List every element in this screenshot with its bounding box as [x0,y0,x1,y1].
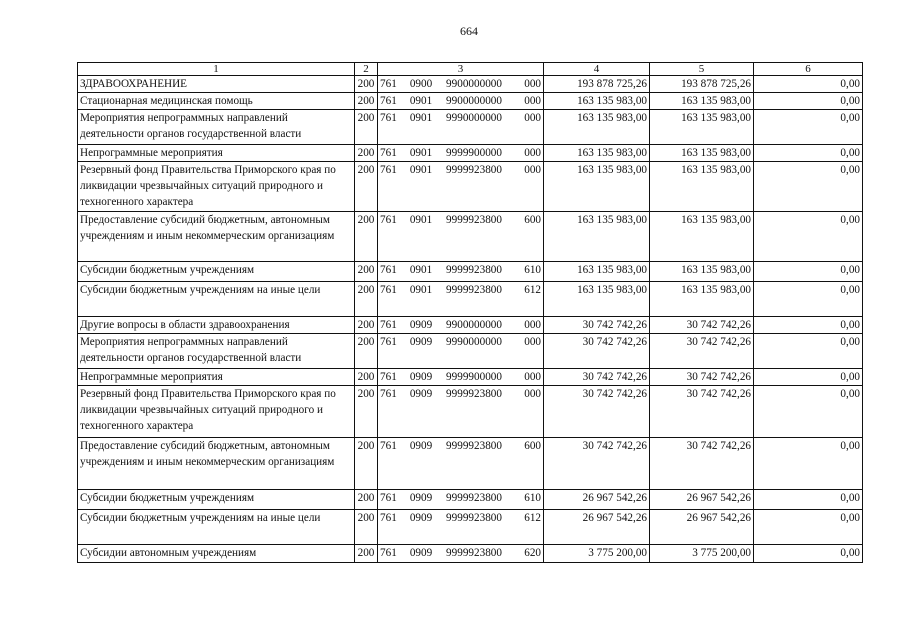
row-value-4: 193 878 725,26 [544,76,650,93]
row-value-6: 0,00 [754,262,863,282]
row-value-4: 30 742 742,26 [544,386,650,438]
row-grbs: 200 [355,145,378,162]
table-row [78,317,863,334]
row-code-type: 000 [524,371,541,383]
row-value-6: 0,00 [754,212,863,262]
table-row [78,110,863,145]
row-code-subsection: 0909 [409,371,433,383]
row-value-5: 30 742 742,26 [650,369,754,386]
row-code-type: 620 [524,547,541,559]
row-code-subsection: 0901 [409,214,433,226]
row-code [378,212,544,262]
row-value-6: 0,00 [754,334,863,369]
row-code-type: 612 [524,284,541,296]
row-code-target: 9999923800 [446,547,502,559]
row-code-section: 761 [380,492,397,504]
row-value-4: 30 742 742,26 [544,334,650,369]
row-code-target: 9900000000 [446,78,502,90]
table-row [78,545,863,563]
row-code-type: 000 [524,147,541,159]
row-code-target: 9999923800 [446,214,502,226]
row-value-6: 0,00 [754,93,863,110]
row-code-section: 761 [380,371,397,383]
row-code-type: 000 [524,78,541,90]
row-value-6: 0,00 [754,490,863,510]
row-value-4: 26 967 542,26 [544,510,650,545]
row-code-section: 761 [380,388,397,400]
row-value-5: 26 967 542,26 [650,490,754,510]
row-code-target: 9999923800 [446,164,502,176]
row-code-subsection: 0901 [409,264,433,276]
row-code [378,386,544,438]
header-cell-1: 1 [78,63,355,76]
row-value-4: 163 135 983,00 [544,145,650,162]
row-code-subsection: 0901 [409,112,433,124]
row-code-type: 000 [524,319,541,331]
row-code [378,545,544,563]
row-value-6: 0,00 [754,110,863,145]
table-row [78,282,863,317]
row-name: Другие вопросы в области здравоохранения [78,317,355,334]
row-value-4: 163 135 983,00 [544,162,650,212]
row-code-target: 9990000000 [446,112,502,124]
row-name: Предоставление субсидий бюджетным, автономным учреждениям и иным некоммерческим организациям [78,212,355,262]
row-grbs: 200 [355,282,378,317]
table-row [78,334,863,369]
row-value-4: 30 742 742,26 [544,317,650,334]
row-code [378,369,544,386]
row-grbs: 200 [355,262,378,282]
row-name: Резервный фонд Правительства Приморского края по ликвидации чрезвычайных ситуаций природного и техногенного характера [78,386,355,438]
row-grbs: 200 [355,438,378,490]
row-code-subsection: 0909 [409,547,433,559]
row-value-5: 163 135 983,00 [650,282,754,317]
row-value-6: 0,00 [754,545,863,563]
table-row [78,145,863,162]
row-grbs: 200 [355,212,378,262]
row-name: Резервный фонд Правительства Приморского края по ликвидации чрезвычайных ситуаций природного и техногенного характера [78,162,355,212]
row-name: Субсидии бюджетным учреждениям на иные цели [78,282,355,317]
row-grbs: 200 [355,386,378,438]
row-grbs: 200 [355,317,378,334]
row-code [378,145,544,162]
row-grbs: 200 [355,162,378,212]
table-row [78,510,863,545]
header-cell-6: 6 [754,63,863,76]
row-value-4: 3 775 200,00 [544,545,650,563]
row-code [378,317,544,334]
row-code-type: 000 [524,112,541,124]
header-cell-5: 5 [650,63,754,76]
row-code-section: 761 [380,512,397,524]
row-code [378,162,544,212]
row-code-section: 761 [380,336,397,348]
row-code-type: 600 [524,440,541,452]
row-code-target: 9999900000 [446,147,502,159]
page-number: 664 [460,24,478,38]
row-code-section: 761 [380,112,397,124]
table-row [78,262,863,282]
header-cell-4: 4 [544,63,650,76]
row-code-subsection: 0901 [409,164,433,176]
row-code [378,282,544,317]
row-code [378,76,544,93]
header-cell-2: 2 [355,63,378,76]
row-value-4: 30 742 742,26 [544,369,650,386]
row-code-subsection: 0901 [409,284,433,296]
row-value-5: 193 878 725,26 [650,76,754,93]
row-value-4: 163 135 983,00 [544,110,650,145]
row-value-5: 30 742 742,26 [650,334,754,369]
row-name: Субсидии бюджетным учреждениям на иные цели [78,510,355,545]
row-code-target: 9999923800 [446,264,502,276]
row-code-subsection: 0909 [409,388,433,400]
row-value-6: 0,00 [754,369,863,386]
row-code-subsection: 0901 [409,147,433,159]
row-code-target: 9900000000 [446,319,502,331]
row-name: ЗДРАВООХРАНЕНИЕ [78,76,355,93]
row-code [378,334,544,369]
row-code-type: 000 [524,95,541,107]
row-code-subsection: 0909 [409,319,433,331]
row-code-section: 761 [380,547,397,559]
row-code-section: 761 [380,147,397,159]
row-grbs: 200 [355,369,378,386]
row-grbs: 200 [355,93,378,110]
row-name: Непрограммные мероприятия [78,145,355,162]
row-code-section: 761 [380,264,397,276]
row-code-section: 761 [380,214,397,226]
row-value-6: 0,00 [754,145,863,162]
row-grbs: 200 [355,110,378,145]
row-code [378,93,544,110]
row-value-5: 30 742 742,26 [650,317,754,334]
header-cell-3: 3 [378,63,544,76]
row-value-4: 163 135 983,00 [544,262,650,282]
row-value-4: 163 135 983,00 [544,212,650,262]
row-name: Непрограммные мероприятия [78,369,355,386]
row-code-subsection: 0909 [409,492,433,504]
row-value-6: 0,00 [754,510,863,545]
row-value-4: 163 135 983,00 [544,93,650,110]
row-code-target: 9990000000 [446,336,502,348]
table-row [78,369,863,386]
row-name: Стационарная медицинская помощь [78,93,355,110]
row-code-section: 761 [380,78,397,90]
header-row [78,63,863,76]
row-value-6: 0,00 [754,386,863,438]
row-code-type: 612 [524,512,541,524]
row-value-5: 30 742 742,26 [650,386,754,438]
row-value-5: 30 742 742,26 [650,438,754,490]
table-row [78,93,863,110]
row-code-type: 610 [524,264,541,276]
row-name: Мероприятия непрограммных направлений деятельности органов государственной власти [78,334,355,369]
row-code-section: 761 [380,164,397,176]
row-value-5: 26 967 542,26 [650,510,754,545]
row-code-subsection: 0900 [409,78,433,90]
row-value-6: 0,00 [754,438,863,490]
row-grbs: 200 [355,545,378,563]
table-row [78,212,863,262]
row-value-5: 163 135 983,00 [650,110,754,145]
row-value-6: 0,00 [754,317,863,334]
row-grbs: 200 [355,490,378,510]
row-code-subsection: 0901 [409,95,433,107]
row-name: Субсидии бюджетным учреждениям [78,490,355,510]
row-grbs: 200 [355,334,378,369]
row-code-section: 761 [380,440,397,452]
row-code-subsection: 0909 [409,440,433,452]
row-code-section: 761 [380,284,397,296]
row-code-target: 9900000000 [446,95,502,107]
row-value-4: 30 742 742,26 [544,438,650,490]
row-code-section: 761 [380,319,397,331]
row-value-4: 26 967 542,26 [544,490,650,510]
row-code [378,490,544,510]
row-code-subsection: 0909 [409,336,433,348]
table-row [78,162,863,212]
row-code [378,510,544,545]
row-code-type: 600 [524,214,541,226]
row-code-type: 610 [524,492,541,504]
table-row [78,438,863,490]
row-code [378,110,544,145]
row-grbs: 200 [355,510,378,545]
row-name: Мероприятия непрограммных направлений деятельности органов государственной власти [78,110,355,145]
row-value-5: 163 135 983,00 [650,162,754,212]
budget-table [77,62,863,563]
row-value-5: 163 135 983,00 [650,212,754,262]
row-code-target: 9999923800 [446,284,502,296]
row-value-5: 163 135 983,00 [650,262,754,282]
table-row [78,490,863,510]
row-name: Субсидии автономным учреждениям [78,545,355,563]
row-value-6: 0,00 [754,162,863,212]
row-value-5: 163 135 983,00 [650,93,754,110]
row-code [378,438,544,490]
row-code-target: 9999900000 [446,371,502,383]
row-code-section: 761 [380,95,397,107]
row-value-6: 0,00 [754,76,863,93]
row-code [378,262,544,282]
row-code-type: 000 [524,164,541,176]
row-code-type: 000 [524,336,541,348]
row-code-target: 9999923800 [446,388,502,400]
row-grbs: 200 [355,76,378,93]
table-row [78,76,863,93]
row-name: Субсидии бюджетным учреждениям [78,262,355,282]
row-value-5: 3 775 200,00 [650,545,754,563]
table-row [78,386,863,438]
row-code-type: 000 [524,388,541,400]
row-value-5: 163 135 983,00 [650,145,754,162]
row-code-target: 9999923800 [446,492,502,504]
row-value-6: 0,00 [754,282,863,317]
row-value-4: 163 135 983,00 [544,282,650,317]
row-code-subsection: 0909 [409,512,433,524]
row-code-target: 9999923800 [446,440,502,452]
row-code-target: 9999923800 [446,512,502,524]
row-name: Предоставление субсидий бюджетным, автономным учреждениям и иным некоммерческим организациям [78,438,355,490]
